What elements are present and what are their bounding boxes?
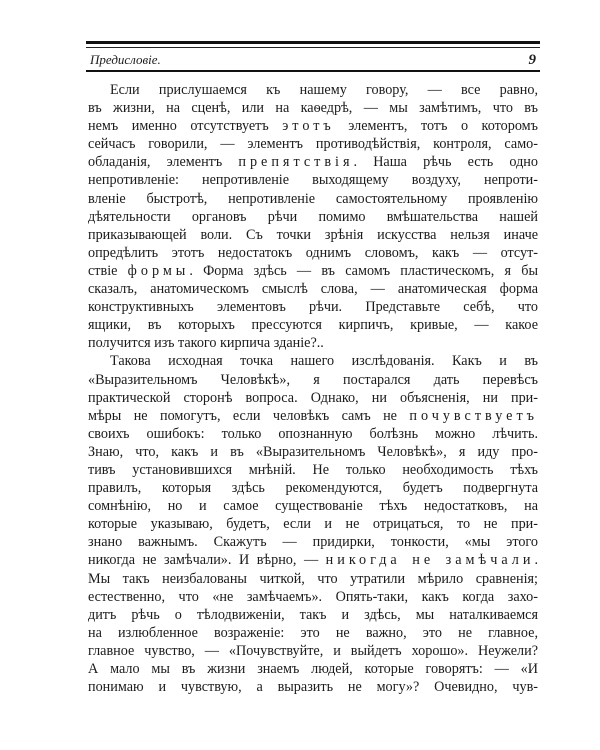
text-segment: приказывающей воли. Съ точки зрѣнія искусства нельзя иначе [88,226,538,243]
text-segment: ствіе [88,262,128,279]
text-segment: ящики, въ которыхъ прессуются кирпичъ, кривые, — какое [88,317,538,334]
text-segment: обладанія, элементъ [88,154,239,171]
text-line [88,551,538,569]
text-line [88,171,538,189]
text-segment: дѣятельности органовъ рѣчи помимо вмѣшательства нашей [88,208,538,225]
text-segment: А мало мы въ жизни знаемъ людей, которые говорятъ: — «И [88,661,538,677]
text-segment: естественно, что «не замѣчаемъ». Опять-таки, какъ когда захо- [88,588,538,605]
text-line [88,81,538,99]
text-line [88,226,538,244]
text-segment: . Форма здѣсь — въ самомъ пластическомъ, я бы [189,262,538,279]
body-text [88,81,538,696]
text-line [88,425,538,443]
text-segment: сказалъ, анатомическомъ смыслѣ слова, — анатомическая форма [88,281,538,298]
text-segment: «Выразительномъ Человѣкѣ», я постарался дать перевѣсъ [88,371,538,388]
text-line [88,660,538,678]
text-segment: которые указываю, будетъ, если и не отрицаться, то не при- [88,516,538,533]
text-line [88,515,538,533]
text-segment: мѣры не помогутъ, если человѣкъ самъ не [88,407,410,424]
text-segment: Мы такъ неизбалованы читкой, что утратили мѣрило сравненія; [88,570,538,587]
text-segment: своихъ ошибокъ: только опознанную болѣзнь можно лѣчить. [88,425,538,442]
text-segment: тивъ установившихся мнѣній. Не только необходимость тѣхъ [88,461,538,478]
emphasized-text: почувствуетъ [409,407,538,424]
top-rule-thin [86,47,540,48]
text-line [88,153,538,171]
text-segment: практической сторонѣ вопроса. Однако, ни объясненія, ни при- [88,389,538,406]
text-segment: Если прислушаемся къ нашему говору, — все равно, [110,82,538,98]
text-line [88,262,538,280]
text-line [88,642,538,660]
text-line [88,497,538,515]
running-title: Предисловіе. [90,52,161,67]
text-segment: главное чувство, — «Почувствуйте, и выйдетъ хорошо». Неужели? [88,642,538,659]
text-segment: непротивленіе: непротивленіе выходящему воздуху, непроти- [88,172,538,189]
text-segment: въ жизни, на сценѣ, или на каѳедрѣ, — мы замѣтимъ, что въ [88,100,538,117]
emphasized-text: формы [127,262,190,279]
text-segment: . [534,552,539,569]
text-segment: получится изъ такого кирпича зданіе?.. [88,335,324,352]
text-segment: вленіе быстротѣ, непротивленіе самостоятельному проявленію [88,190,538,207]
text-segment: понимаю и чувствую, а выразить не могу»? Очевидно, чув- [88,679,538,696]
text-line [88,352,538,370]
text-line [88,280,538,298]
text-segment: Такова исходная точка нашего изслѣдованія. Какъ и въ [110,353,538,370]
text-line [88,407,538,425]
text-line [88,190,538,208]
text-segment: на излюбленное возраженіе: это не важно, это не главное, [88,624,538,641]
text-segment: элементъ, тотъ о которомъ [334,118,538,135]
text-line [88,461,538,479]
text-segment: конструктивныхъ элементовъ рѣчи. Представьте себѣ, что [88,299,538,316]
text-segment: сейчасъ говорили, — элементъ противодѣйствія, контроля, само- [88,136,538,153]
text-segment: сомнѣнію, но и самое существованіе тѣхъ недостатковъ, на [88,498,538,515]
text-line [88,588,538,606]
text-line [88,99,538,117]
text-line [88,443,538,461]
emphasized-text: этотъ [282,118,335,135]
text-line [88,678,538,696]
text-segment: . Наша рѣчь есть одно [353,154,538,171]
emphasized-text: никогда не замѣчали [325,552,535,569]
text-segment: Знаю, что, какъ и въ «Выразительномъ Человѣкѣ», я иду про- [88,443,538,460]
text-line [88,479,538,497]
text-segment: дитъ рѣчь о тѣлодвиженіи, такъ и здѣсь, мы наталкиваемся [88,606,538,623]
text-segment: знано важнымъ. Скажутъ — придирки, тонкости, «мы этого [88,534,538,551]
text-line [88,117,538,135]
text-line [88,298,538,316]
text-line [88,624,538,642]
text-segment: немъ именно отсутствуетъ [88,118,283,135]
text-line [88,606,538,624]
text-line [88,570,538,588]
text-line [88,244,538,262]
text-line [88,334,538,352]
text-line [88,371,538,389]
header-rule [86,70,540,72]
text-line [88,316,538,334]
text-line [88,135,538,153]
page-number: 9 [528,51,536,68]
top-rule-thick [86,41,540,44]
text-segment: никогда не замѣчали». И вѣрно, — [88,552,326,569]
emphasized-text: препятствія [238,154,354,171]
text-segment: правилъ, которыя здѣсь рекомендуются, будетъ подвергнута [88,480,538,497]
text-line [88,389,538,407]
text-line [88,533,538,551]
text-segment: опредѣлить этотъ недостатокъ однимъ словомъ, какъ — отсут- [88,244,538,261]
text-line [88,208,538,226]
running-header [90,51,536,69]
